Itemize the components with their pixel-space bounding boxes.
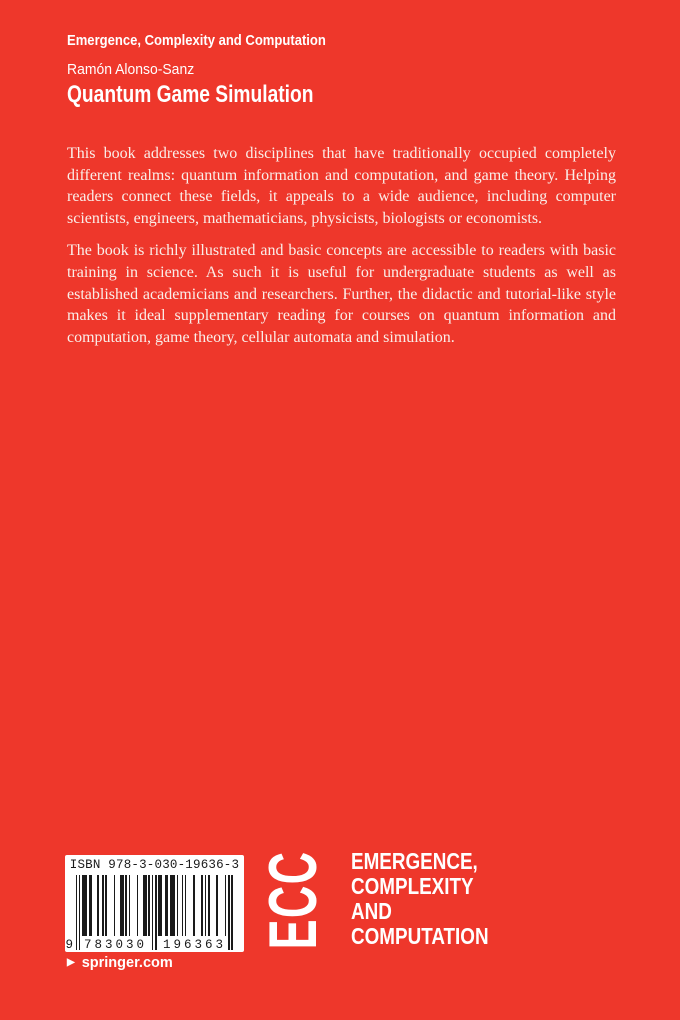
arrow-icon: ▶ (67, 957, 75, 968)
isbn-label: ISBN 978-3-030-19636-3 (69, 858, 240, 872)
ecc-logo-text: ECC (255, 850, 331, 950)
barcode-bars (65, 875, 234, 953)
barcode-digit-group-2: 783030 (83, 938, 147, 953)
series-title: Emergence, Complexity and Computation (67, 33, 326, 49)
series-logo-line-1: EMERGENCE, (351, 848, 478, 874)
isbn-barcode-box (65, 855, 244, 952)
description-paragraph-1: This book addresses two disciplines that have traditionally occupied completely different realms: quantum information and computation, and game theory. Helping readers connect these fields, it appeals to a wide audience, including computer scientists, engineers, mathematicians, physicists, biologists or economists. (67, 145, 616, 227)
springer-url: springer.com (81, 955, 173, 971)
series-logo-line-4: COMPUTATION (351, 923, 489, 949)
description (67, 143, 616, 359)
description-paragraph-2: The book is richly illustrated and basic concepts are accessible to readers with basic training in science. As such it is useful for undergraduate students as well as established academicians and researchers. Further, the didactic and tutorial-like style makes it ideal supplementary reading for courses on quantum information and computation, game theory, cellular automata and simulation. (67, 242, 616, 346)
author-name: Ramón Alonso-Sanz (67, 61, 195, 78)
springer-line (67, 955, 173, 971)
series-logo-line-3: AND (351, 898, 392, 924)
barcode-digit-group-3: 196363 (162, 938, 226, 953)
ecc-logo (255, 850, 331, 950)
series-logo-text (351, 849, 489, 949)
series-logo-line-2: COMPLEXITY (351, 873, 474, 899)
book-title: Quantum Game Simulation (67, 81, 314, 108)
barcode-digit-group-1: 9 (65, 938, 74, 953)
